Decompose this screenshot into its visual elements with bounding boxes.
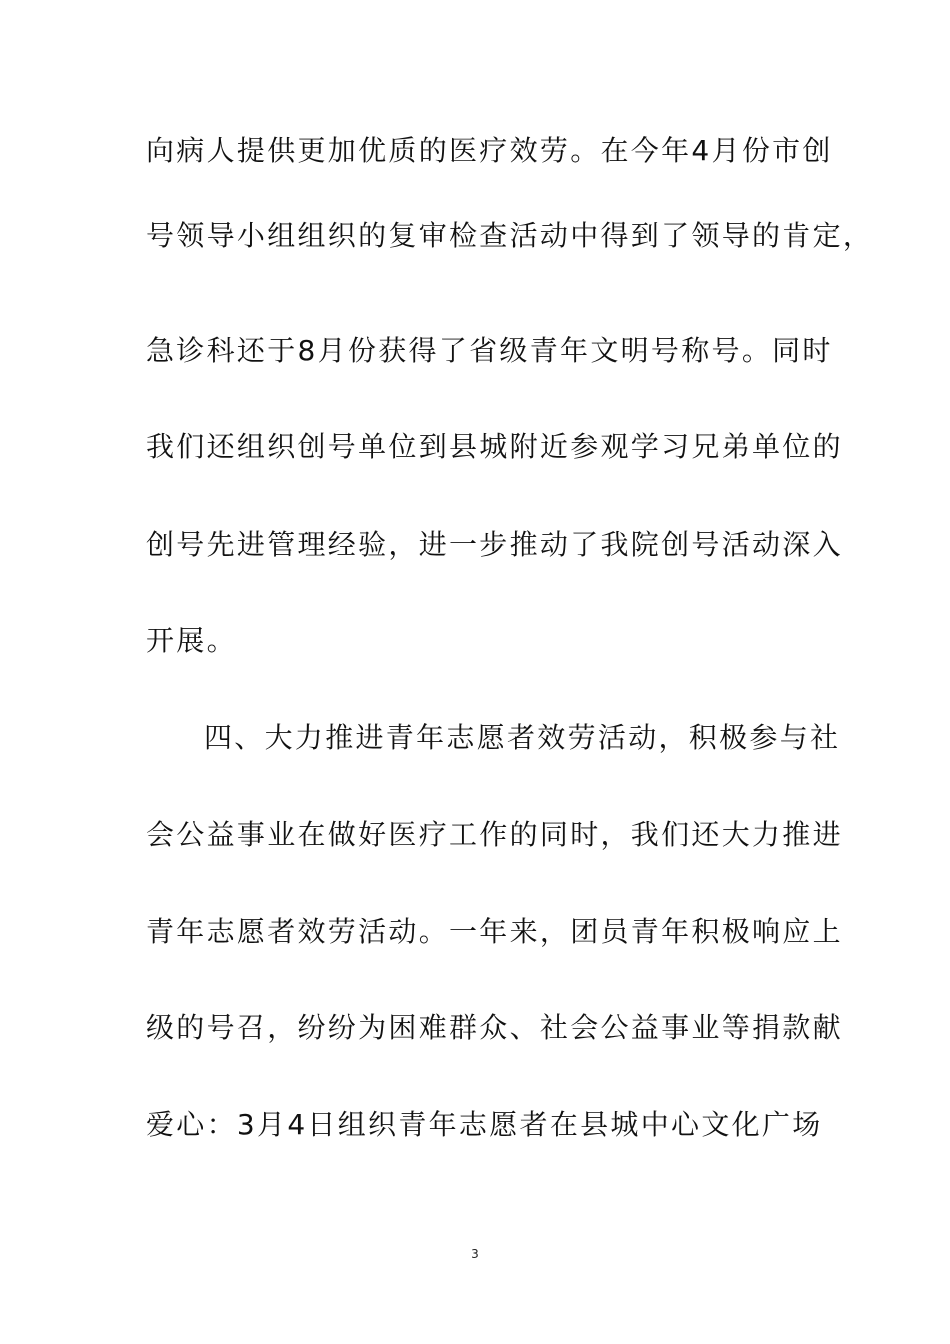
- page-number: 3: [471, 1247, 479, 1261]
- paragraph-line: 开展。: [146, 624, 237, 657]
- section-heading-line: 四、大力推进青年志愿者效劳活动，积极参与社: [204, 721, 841, 754]
- paragraph-line: 青年志愿者效劳活动。一年来，团员青年积极响应上: [146, 915, 843, 948]
- paragraph-line: 创号先进管理经验，进一步推动了我院创号活动深入: [146, 528, 843, 561]
- paragraph-line: 我们还组织创号单位到县城附近参观学习兄弟单位的: [146, 430, 843, 463]
- paragraph-line: 会公益事业在做好医疗工作的同时，我们还大力推进: [146, 818, 843, 851]
- paragraph-line: 爱心：3月4日组织青年志愿者在县城中心文化广场: [146, 1108, 823, 1141]
- paragraph-line: 向病人提供更加优质的医疗效劳。在今年4月份市创: [146, 134, 833, 167]
- paragraph-line: 急诊科还于8月份获得了省级青年文明号称号。同时: [146, 334, 833, 367]
- paragraph-line: 级的号召，纷纷为困难群众、社会公益事业等捐款献: [146, 1011, 843, 1044]
- paragraph-line: 号领导小组组织的复审检查活动中得到了领导的肯定，: [146, 219, 874, 252]
